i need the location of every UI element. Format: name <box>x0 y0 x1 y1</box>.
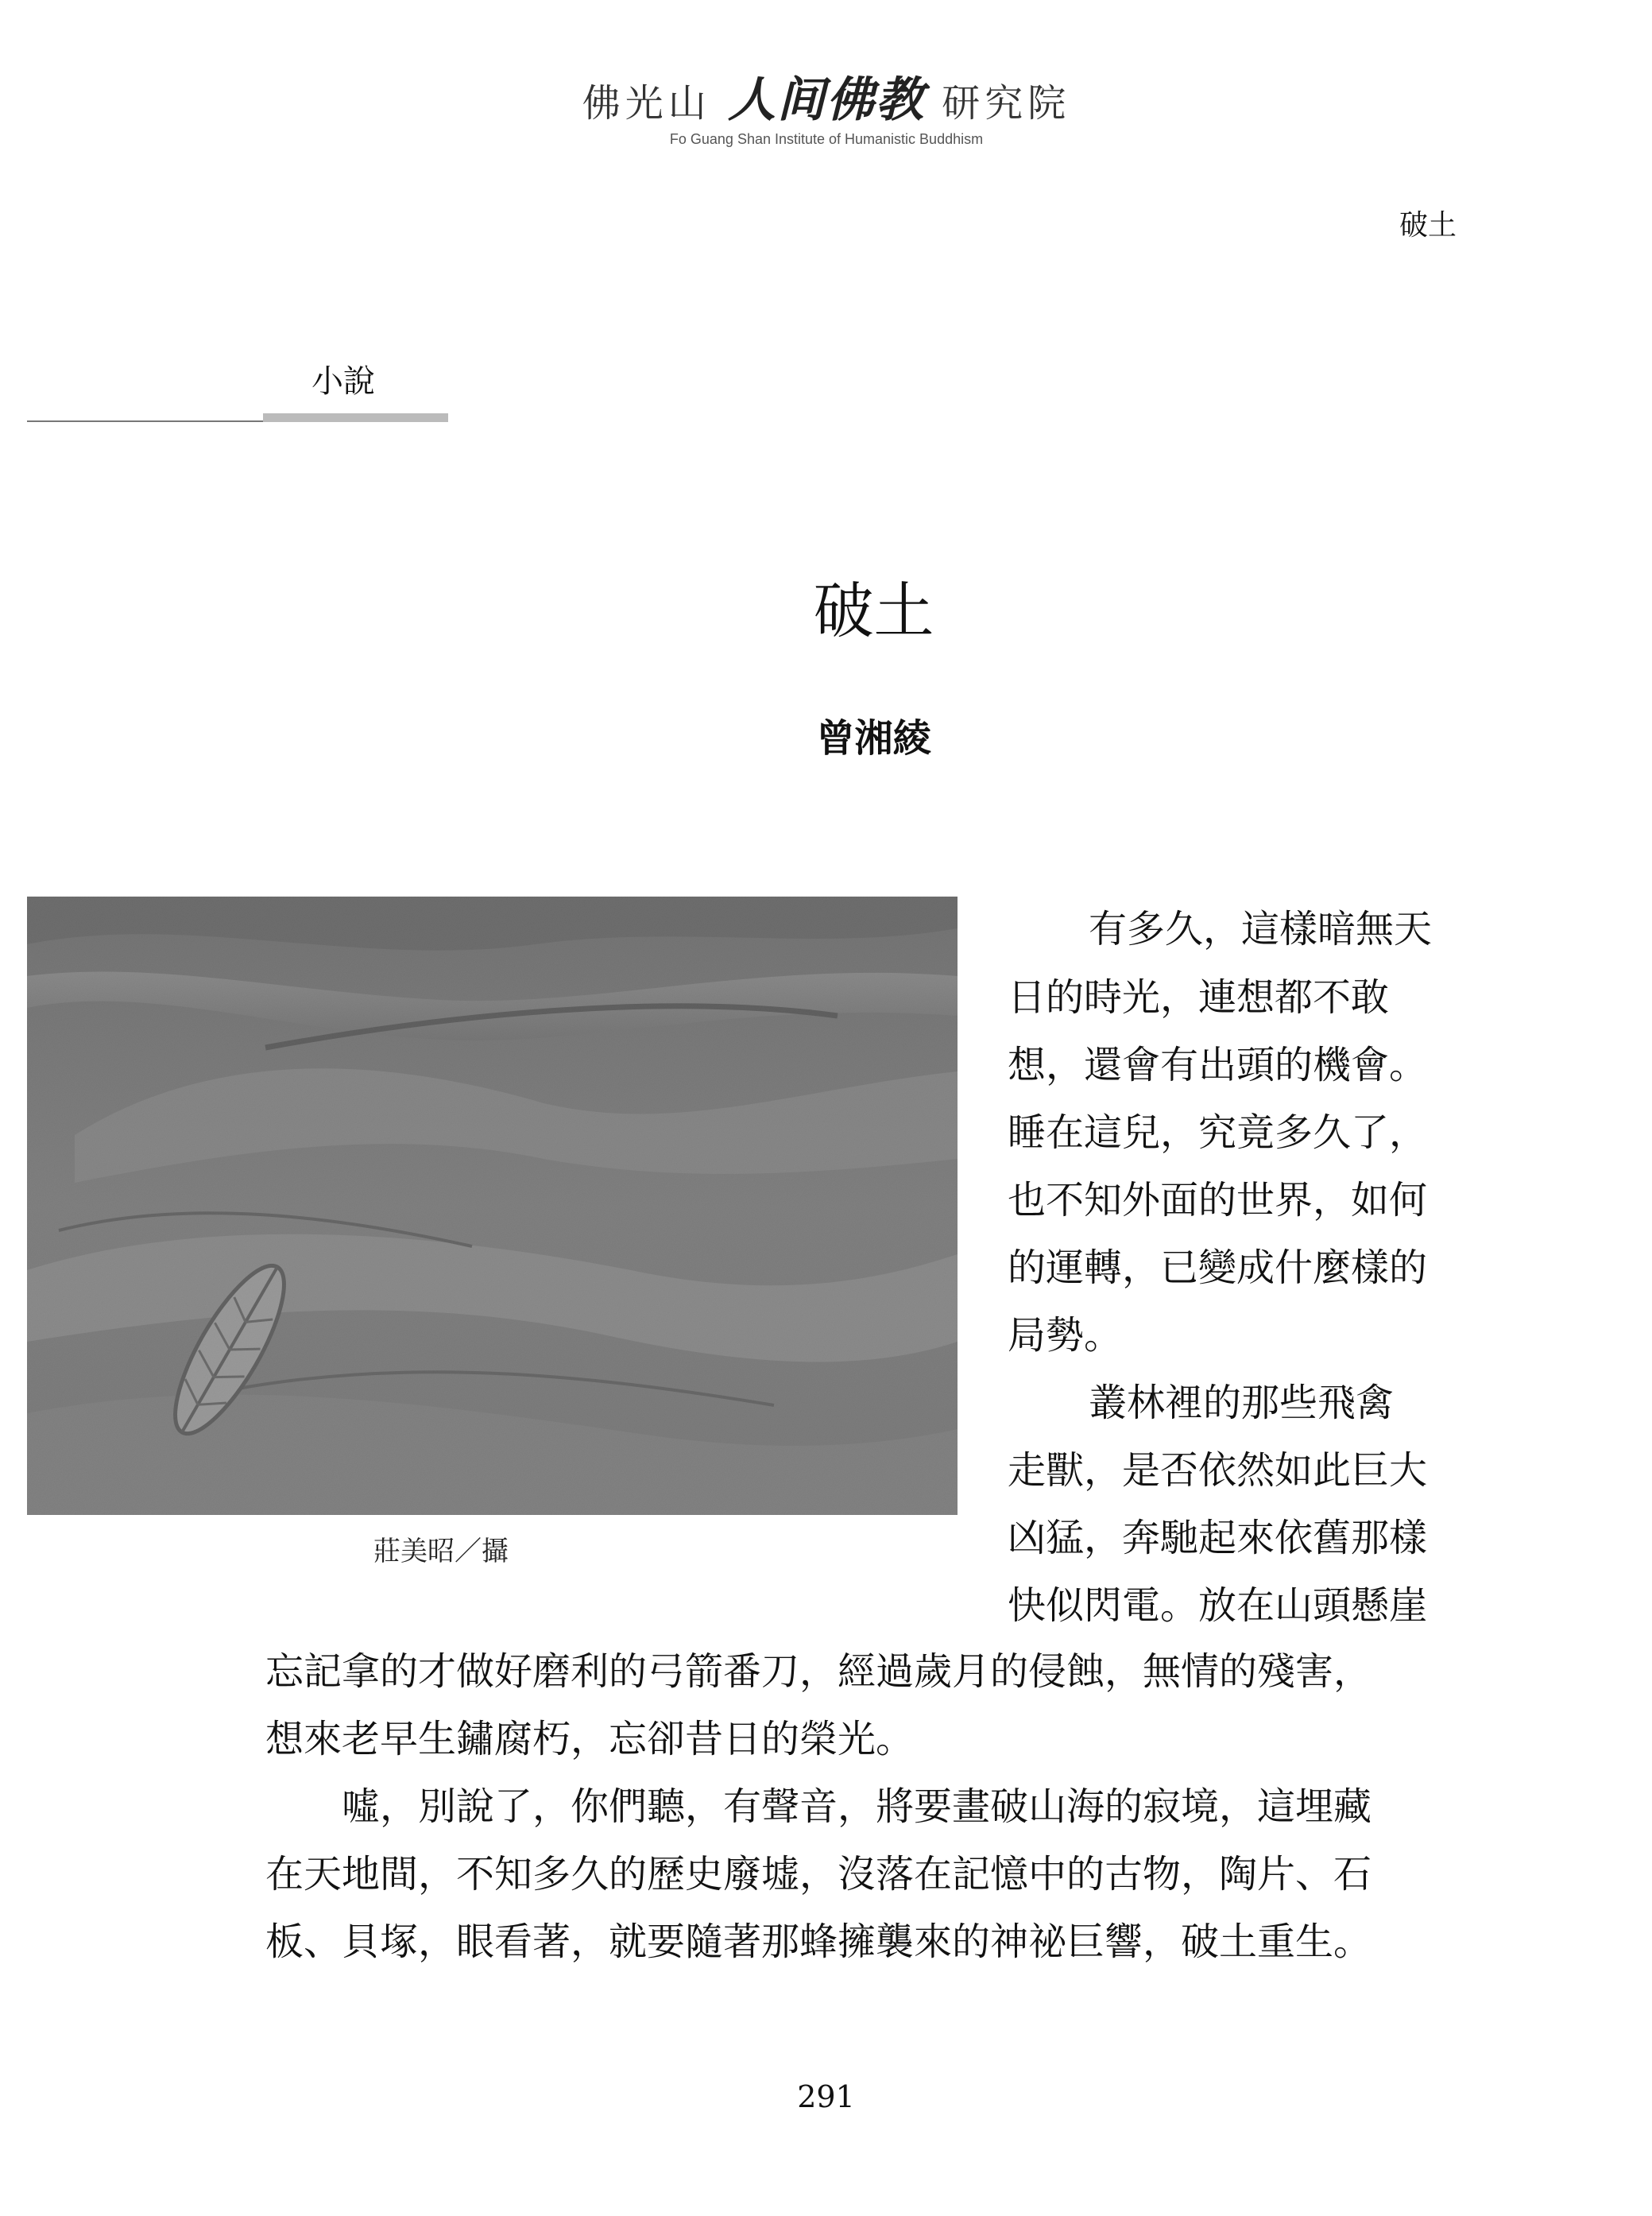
section-rule-accent <box>263 413 448 422</box>
institute-english-name: Fo Guang Shan Institute of Humanistic Buddhism <box>669 131 984 147</box>
institute-header <box>477 62 1176 130</box>
body-line: 想，還會有出頭的機會。 <box>1008 1043 1428 1087</box>
body-line: 的運轉，已變成什麼樣的 <box>1008 1246 1428 1290</box>
body-line: 在天地間，不知多久的歷史廢墟，沒落在記憶中的古物，陶片、石 <box>265 1852 1372 1896</box>
article-title: 破土 <box>813 575 934 646</box>
running-title: 破土 <box>1399 209 1457 242</box>
institute-name-prefix: 佛光山 <box>582 81 711 126</box>
sand-photo <box>27 897 958 1515</box>
section-label: 小說 <box>311 363 375 400</box>
body-line: 叢林裡的那些飛禽 <box>1089 1381 1395 1425</box>
body-line: 忘記拿的才做好磨利的弓箭番刀，經過歲月的侵蝕，無情的殘害， <box>265 1649 1372 1694</box>
body-line: 日的時光，連想都不敢 <box>1008 975 1390 1020</box>
body-line: 想來老早生鏽腐朽，忘卻昔日的榮光。 <box>265 1717 915 1761</box>
body-line: 噓，別說了，你們聽，有聲音，將要畫破山海的寂境，這埋藏 <box>342 1784 1372 1829</box>
institute-name-suffix: 研究院 <box>942 81 1071 126</box>
photo-credit: 莊美昭／攝 <box>373 1536 509 1567</box>
body-line: 快似閃電。放在山頭懸崖 <box>1008 1583 1428 1628</box>
body-line: 睡在這兒，究竟多久了， <box>1008 1110 1428 1155</box>
sand-ripple-image <box>27 897 958 1515</box>
body-line: 凶猛，奔馳起來依舊那樣 <box>1008 1516 1428 1560</box>
body-line: 有多久，這樣暗無天 <box>1089 907 1433 951</box>
body-line: 局勢。 <box>1008 1313 1123 1358</box>
body-line: 走獸，是否依然如此巨大 <box>1008 1448 1428 1493</box>
body-line: 板、貝塚，眼看著，就要隨著那蜂擁襲來的神祕巨響，破土重生。 <box>265 1920 1372 1964</box>
institute-logo-calligraphy: 人间佛教 <box>728 72 925 128</box>
article-author: 曾湘綾 <box>816 716 931 761</box>
page-number: 291 <box>797 2079 855 2114</box>
body-line: 也不知外面的世界，如何 <box>1008 1178 1428 1222</box>
